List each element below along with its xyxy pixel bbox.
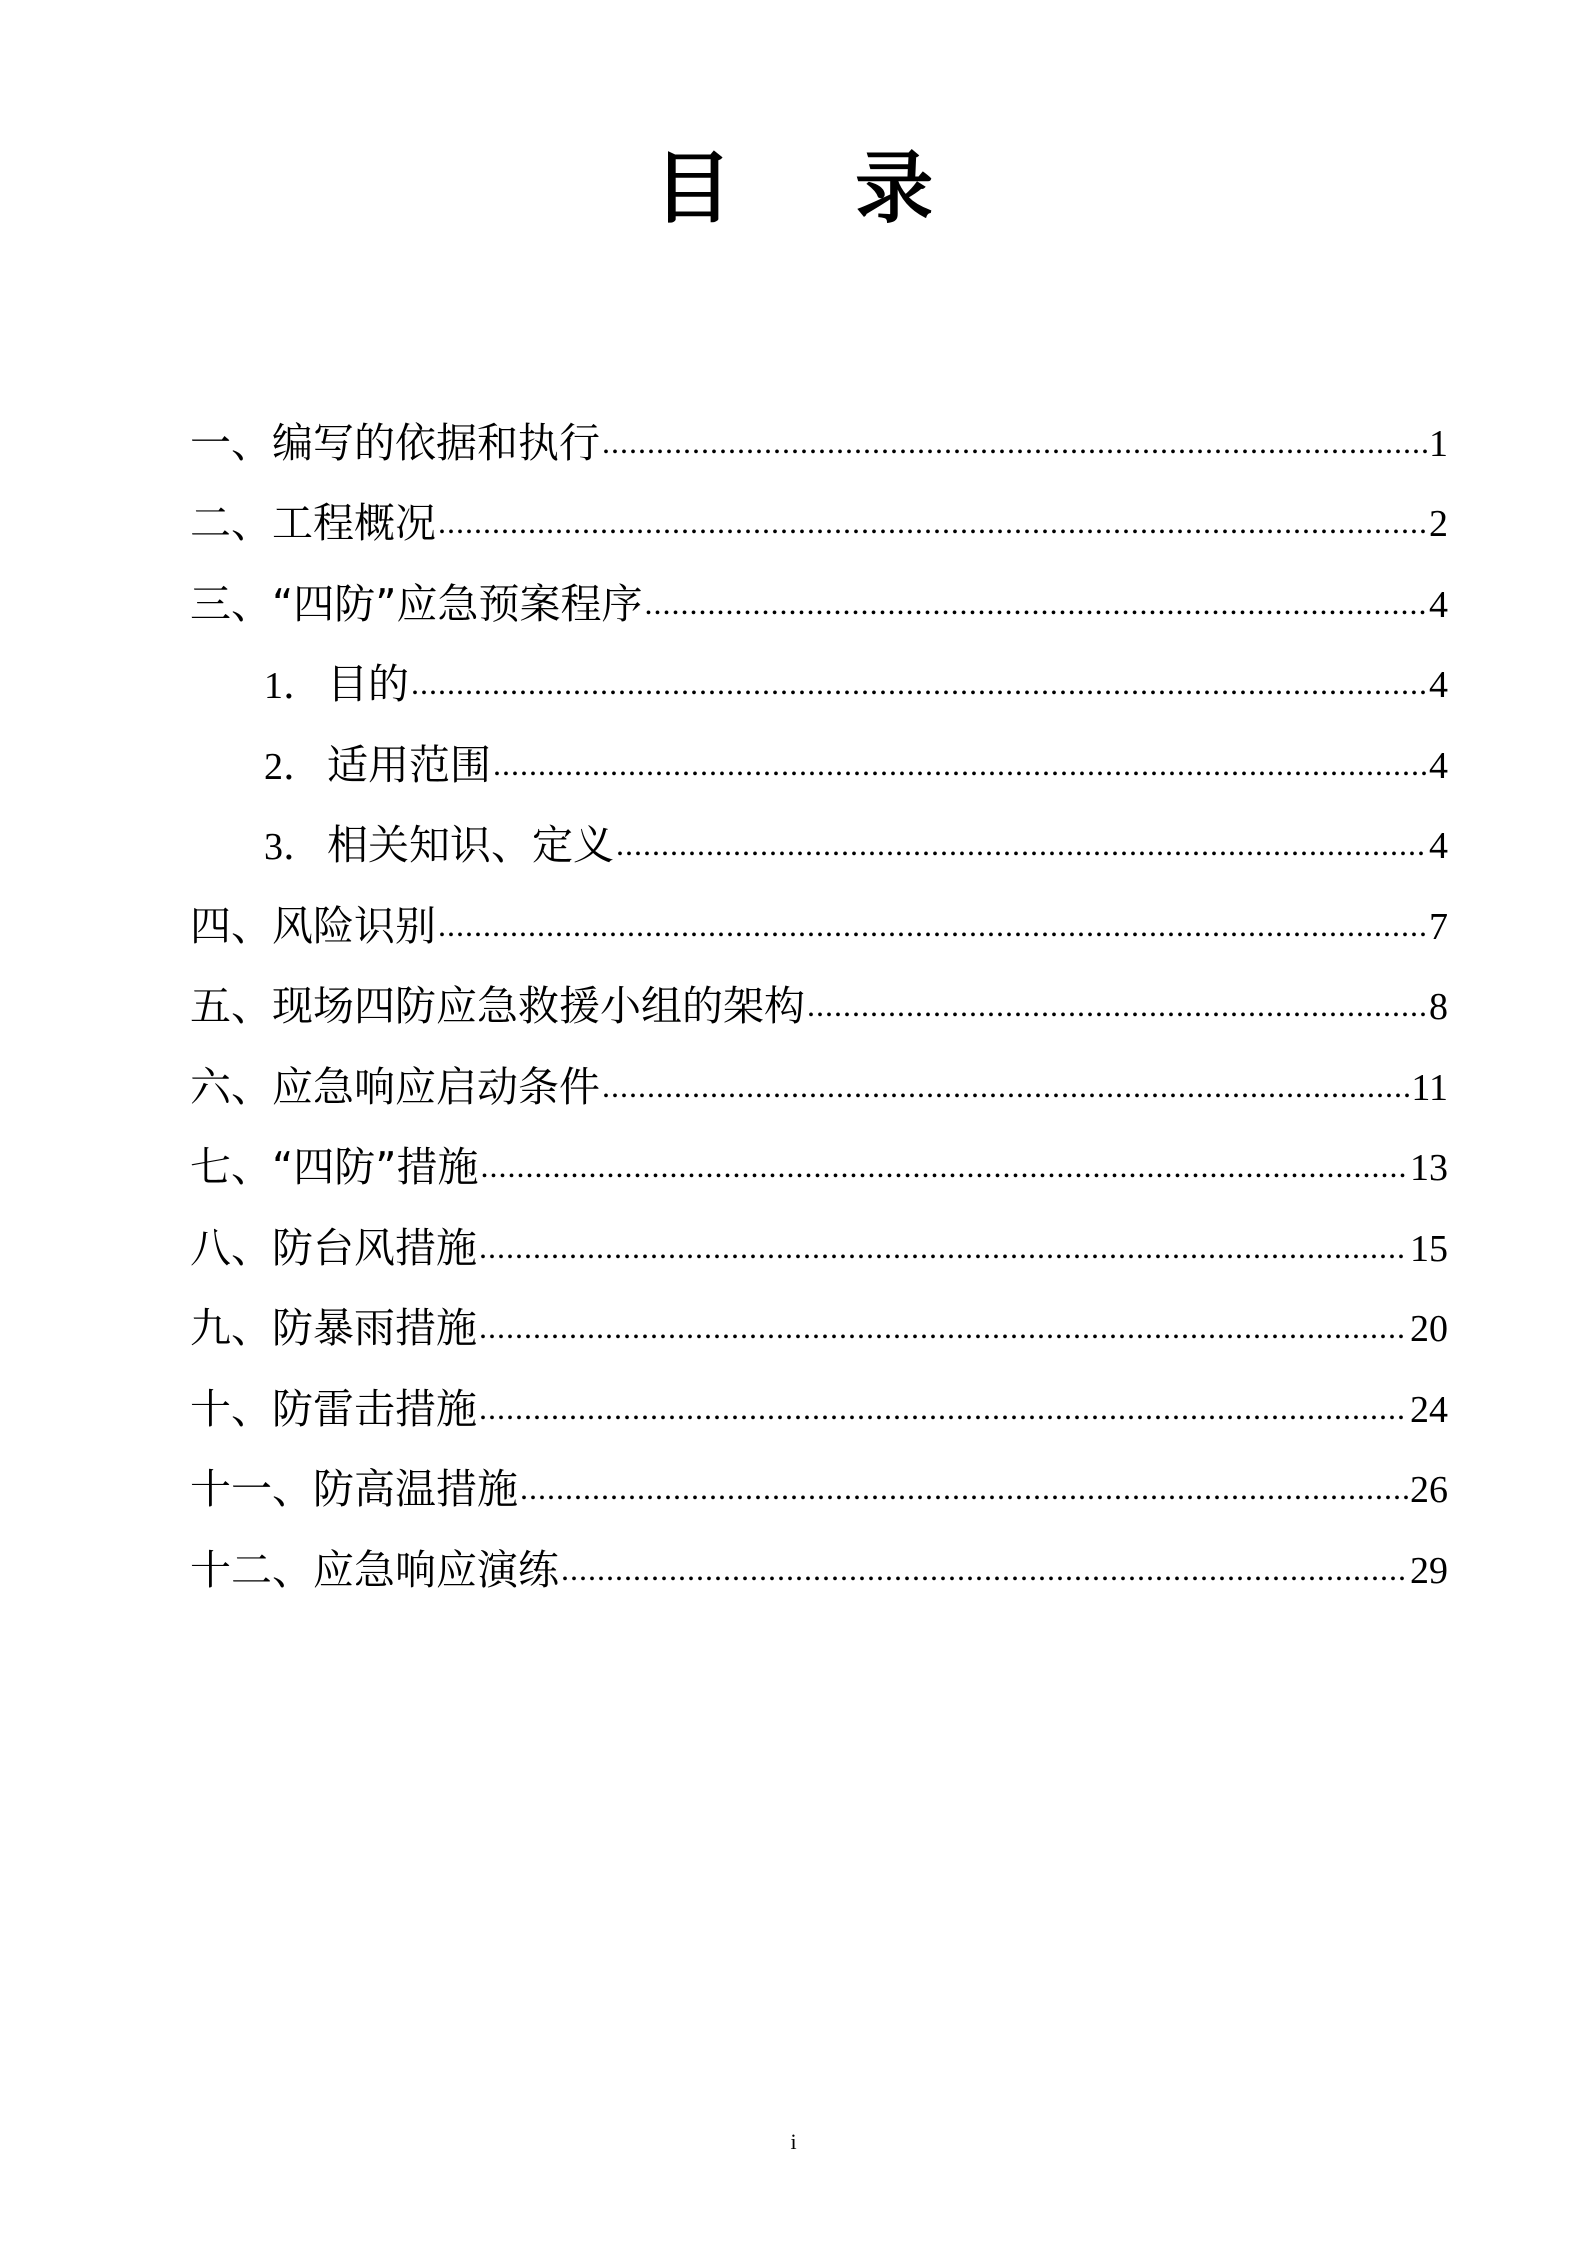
toc-entry-label [264,821,615,869]
toc-entry-page: 29 [1410,1549,1448,1592]
toc-entry-label: 十二、应急响应演练 [190,1545,559,1594]
toc-entry-number: 1． [264,665,322,707]
toc-leader-dots [602,1070,1409,1102]
toc-leader-dots [493,748,1427,780]
table-of-contents [190,383,1448,1594]
toc-leader-dots [602,426,1427,458]
toc-leader-dots [520,1472,1408,1504]
toc-entry-label [264,660,410,708]
toc-subentry[interactable] [190,625,1448,706]
toc-entry-page: 13 [1410,1147,1448,1189]
page-title: 目 录 [653,144,982,234]
toc-entry[interactable] [190,383,1448,467]
toc-entry-number: 2． [264,745,322,788]
toc-entry-label: 九、防暴雨措施 [190,1304,477,1352]
toc-entry-text: 适用范围 [327,740,492,789]
toc-leader-dots [479,1311,1408,1343]
toc-entry-page: 7 [1429,905,1448,948]
toc-entry[interactable] [190,464,1448,545]
toc-entry-page: 4 [1429,583,1448,626]
toc-leader-dots [807,989,1427,1021]
toc-entry[interactable] [190,1430,1448,1511]
toc-leader-dots [479,1392,1408,1424]
toc-entry-page: 8 [1429,986,1448,1028]
toc-entry-label: 十一、防高温措施 [190,1465,518,1513]
toc-leader-dots [644,587,1427,619]
toc-entry-label: 十、防雷击措施 [190,1384,477,1433]
toc-entry-label: 一、编写的依据和执行 [190,418,600,467]
toc-entry-label [264,740,492,789]
toc-entry[interactable] [190,544,1448,628]
toc-leader-dots [616,828,1427,860]
toc-entry-text: 相关知识、定义 [327,821,615,869]
toc-entry-page: 2 [1429,503,1448,545]
toc-entry-page: 24 [1410,1388,1448,1431]
toc-entry-label: 五、现场四防应急救援小组的架构 [190,982,805,1030]
toc-entry-label: 三、“四防”应急预案程序 [190,579,643,628]
toc-entry-page: 4 [1429,664,1448,706]
toc-leader-dots [561,1553,1408,1585]
toc-leader-dots [479,1231,1408,1263]
toc-entry-page: 11 [1411,1066,1448,1109]
toc-entry[interactable] [190,1027,1448,1111]
toc-entry-number: 3． [264,826,322,868]
toc-subentry[interactable] [190,705,1448,789]
toc-entry-page: 4 [1429,744,1448,787]
toc-entry[interactable] [190,1269,1448,1350]
toc-leader-dots [411,667,1427,699]
toc-entry[interactable] [190,1510,1448,1594]
toc-entry[interactable] [190,1108,1448,1189]
toc-entry-page: 1 [1429,422,1448,465]
toc-entry-label: 四、风险识别 [190,901,436,950]
toc-entry-label: 二、工程概况 [190,499,436,547]
toc-entry-page: 20 [1410,1308,1448,1350]
toc-leader-dots [438,909,1427,941]
toc-entry-text: 目的 [327,660,410,708]
toc-entry[interactable] [190,1349,1448,1433]
toc-entry[interactable] [190,947,1448,1028]
toc-entry-label: 八、防台风措施 [190,1223,477,1272]
toc-entry-page: 15 [1410,1227,1448,1270]
toc-entry-label: 七、“四防”措施 [190,1143,479,1191]
toc-leader-dots [480,1150,1408,1182]
toc-entry[interactable] [190,1188,1448,1272]
toc-entry-page: 4 [1429,825,1448,867]
toc-entry-page: 26 [1410,1469,1448,1511]
toc-entry[interactable] [190,866,1448,950]
page-number: i [790,2129,797,2154]
toc-subentry[interactable] [190,786,1448,867]
toc-leader-dots [438,506,1427,538]
toc-entry-label: 六、应急响应启动条件 [190,1062,600,1111]
